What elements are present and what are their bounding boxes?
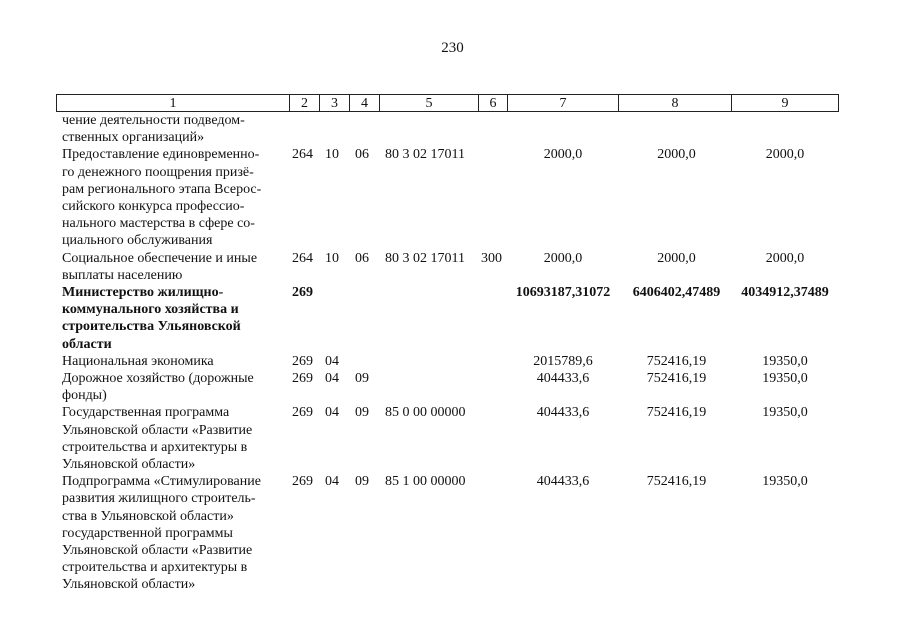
row-name-line: Ульяновской области» — [62, 577, 196, 593]
header-cell: 5 — [379, 95, 478, 111]
cell-c5: 85 0 00 00000 — [385, 405, 466, 421]
row-name-line: строительства и архитектуры в — [62, 560, 248, 576]
row-name-line: Ульяновской области «Развитие — [62, 543, 253, 559]
row-name-line: области — [62, 336, 112, 352]
cell-c9: 2000,0 — [765, 250, 805, 266]
table-row — [0, 370, 905, 404]
table-body — [0, 112, 905, 594]
cell-c4: 09 — [355, 474, 369, 490]
row-name-line: Подпрограмма «Стимулирование — [62, 474, 261, 490]
row-name-line: Ульяновской области» — [62, 457, 196, 473]
cell-c5: 85 1 00 00000 — [385, 474, 466, 490]
row-name-line: циального обслуживания — [62, 233, 213, 249]
cell-c9: 19350,0 — [762, 353, 808, 369]
cell-c5: 80 3 02 17011 — [385, 147, 465, 163]
cell-c3: 10 — [325, 250, 339, 266]
cell-c3: 04 — [325, 371, 339, 387]
row-name-line: чение деятельности подведом- — [62, 113, 245, 128]
cell-c2: 269 — [292, 474, 313, 490]
row-name — [62, 404, 280, 473]
table-row — [0, 112, 905, 146]
table-header — [56, 94, 839, 112]
header-cell: 9 — [731, 95, 838, 111]
header-cell: 8 — [618, 95, 731, 111]
row-name-line: строительства Ульяновской — [62, 319, 241, 335]
cell-c2: 269 — [292, 371, 313, 387]
cell-c7: 2000,0 — [543, 147, 583, 163]
cell-c7: 2015789,6 — [533, 353, 593, 369]
cell-c7: 2000,0 — [543, 250, 583, 266]
cell-c4: 06 — [355, 147, 369, 163]
row-name-line: фонды) — [62, 388, 107, 404]
header-cell: 4 — [349, 95, 379, 111]
row-name-line: Предоставление единовременно- — [62, 147, 260, 163]
cell-c3: 04 — [325, 474, 339, 490]
cell-c9: 19350,0 — [762, 371, 808, 387]
row-name-line: развития жилищного строитель- — [62, 491, 256, 507]
cell-c8: 752416,19 — [646, 474, 707, 490]
table-row — [0, 250, 905, 284]
cell-c8: 2000,0 — [657, 147, 696, 163]
header-cell: 3 — [319, 95, 349, 111]
table-row — [0, 404, 905, 473]
header-cell: 6 — [478, 95, 507, 111]
row-name-line: Дорожное хозяйство (дорожные — [62, 371, 254, 387]
header-cell: 1 — [169, 96, 177, 111]
row-name — [62, 473, 280, 593]
cell-c9: 4034912,37489 — [741, 285, 829, 301]
row-name-line: рам регионального этапа Всерос- — [62, 181, 262, 197]
cell-c9: 19350,0 — [762, 474, 808, 490]
cell-c3: 04 — [325, 353, 339, 369]
row-name-line: сийского конкурса профессио- — [62, 199, 245, 215]
cell-c5: 80 3 02 17011 — [385, 250, 465, 266]
row-name-line: Национальная экономика — [62, 353, 214, 369]
row-name-line: коммунального хозяйства и — [62, 302, 239, 318]
row-name — [62, 370, 280, 404]
row-name-line: Государственная программа — [62, 405, 230, 421]
table-row — [0, 146, 905, 249]
row-name — [62, 250, 280, 284]
cell-c8: 752416,19 — [646, 371, 707, 387]
row-name-line: нального мастерства в сфере со- — [62, 216, 255, 232]
row-name-line: Ульяновской области «Развитие — [62, 422, 253, 438]
table-row — [0, 284, 905, 353]
cell-c3: 10 — [325, 147, 339, 163]
cell-c7: 404433,6 — [536, 371, 590, 387]
header-cell: 7 — [507, 95, 618, 111]
row-name — [62, 146, 280, 249]
cell-c6: 300 — [481, 250, 502, 266]
cell-c9: 2000,0 — [765, 147, 805, 163]
row-name — [62, 112, 280, 146]
row-name-line: го денежного поощрения призё- — [62, 164, 254, 180]
table-row — [0, 473, 905, 593]
cell-c4: 06 — [355, 250, 369, 266]
row-name — [62, 353, 280, 370]
cell-c2: 269 — [292, 285, 313, 301]
cell-c8: 6406402,47489 — [632, 285, 721, 301]
row-name-line: строительства и архитектуры в — [62, 439, 248, 455]
cell-c8: 752416,19 — [646, 353, 707, 369]
cell-c2: 264 — [292, 250, 313, 266]
cell-c7: 404433,6 — [536, 405, 590, 421]
cell-c8: 752416,19 — [646, 405, 707, 421]
cell-c2: 269 — [292, 405, 313, 421]
row-name-line: выплаты населению — [62, 267, 183, 283]
cell-c2: 269 — [292, 353, 313, 369]
cell-c3: 04 — [325, 405, 339, 421]
header-cell: 2 — [289, 95, 319, 111]
row-name — [62, 284, 280, 353]
cell-c4: 09 — [355, 405, 369, 421]
cell-c8: 2000,0 — [657, 250, 696, 266]
table-row — [0, 353, 905, 370]
row-name-line: Социальное обеспечение и иные — [62, 250, 258, 266]
cell-c9: 19350,0 — [762, 405, 808, 421]
cell-c2: 264 — [292, 147, 313, 163]
cell-c4: 09 — [355, 371, 369, 387]
cell-c7: 10693187,31072 — [515, 285, 611, 301]
row-name-line: ственных организаций» — [62, 130, 205, 146]
row-name-line: ства в Ульяновской области» — [62, 508, 234, 524]
page-number: 230 — [441, 40, 464, 56]
row-name-line: Министерство жилищно- — [62, 285, 224, 301]
row-name-line: государственной программы — [62, 525, 233, 541]
cell-c7: 404433,6 — [536, 474, 590, 490]
